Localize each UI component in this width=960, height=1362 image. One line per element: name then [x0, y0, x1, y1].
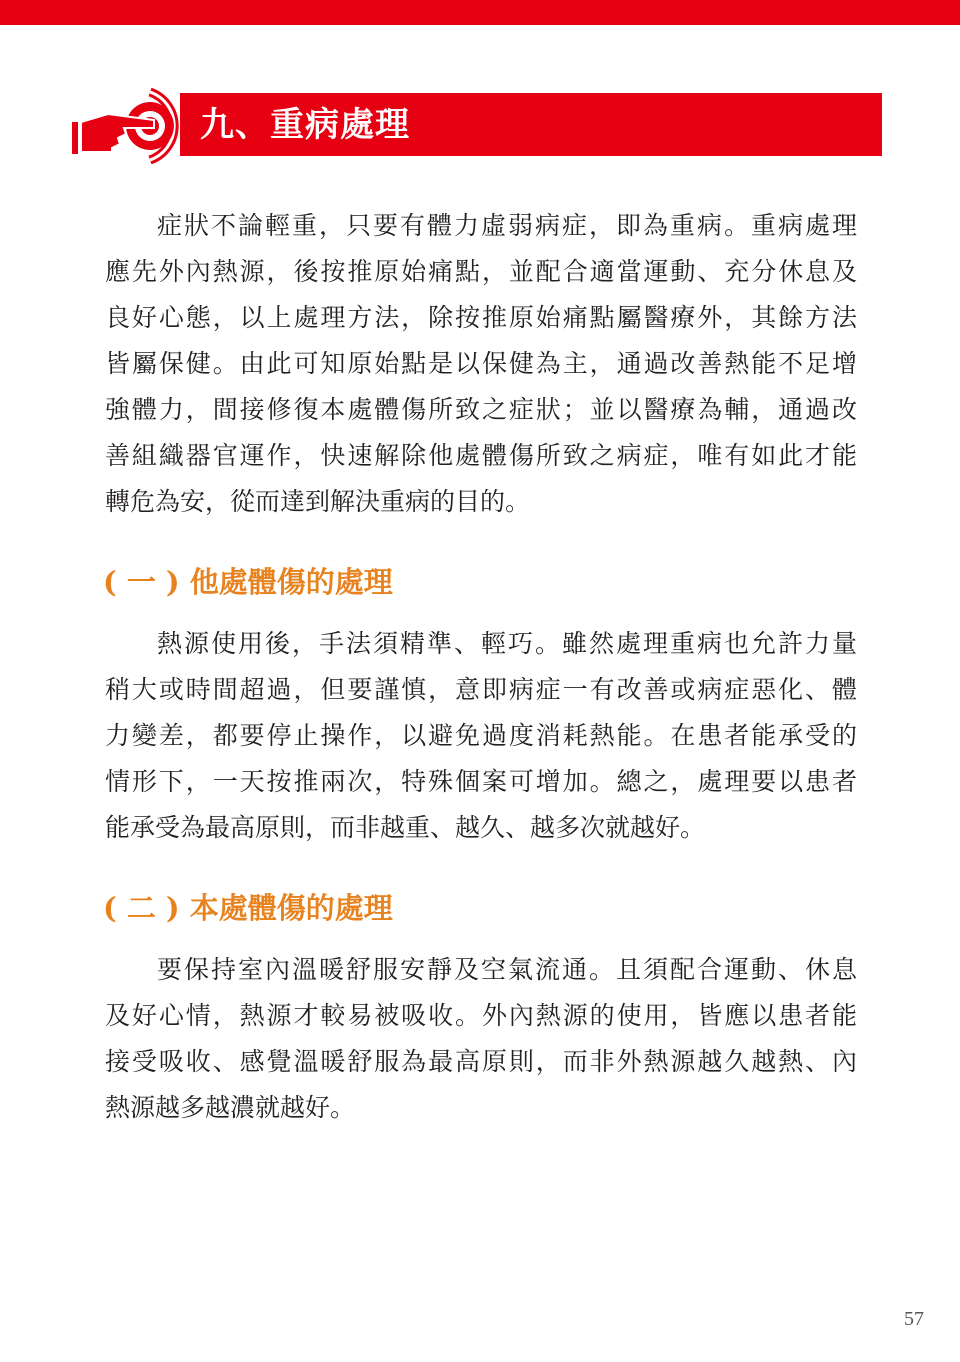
- text-line: 稍大或時間超過，但要謹慎，意即病症一有改善或病症惡化、體: [105, 675, 857, 704]
- section-heading-2: ( 二 ) 本處體傷的處理: [103, 891, 393, 925]
- text-line: 症狀不論輕重，只要有體力虛弱病症，即為重病。重病處理: [157, 211, 857, 240]
- text-line: 皆屬保健。由此可知原始點是以保健為主，通過改善熱能不足增: [105, 349, 857, 378]
- text-line: 接受吸收、感覺溫暖舒服為最高原則，而非外熱源越久越熱、內: [105, 1047, 857, 1076]
- text-line: 要保持室內溫暖舒服安靜及空氣流通。且須配合運動、休息: [157, 955, 857, 984]
- text-line: 應先外內熱源，後按推原始痛點，並配合適當運動、充分休息及: [105, 257, 857, 286]
- text-line: 強體力，間接修復本處體傷所致之症狀；並以醫療為輔，通過改: [105, 395, 857, 424]
- section-2-paragraph: [105, 947, 857, 1131]
- text-line: 轉危為安，從而達到解決重病的目的。: [105, 487, 531, 516]
- text-line: 良好心態，以上處理方法，除按推原始痛點屬醫療外，其餘方法: [105, 303, 857, 332]
- chapter-title: 九、重病處理: [200, 105, 410, 145]
- pointing-hand-target-icon: [68, 88, 198, 164]
- section-heading-1: ( 一 ) 他處體傷的處理: [103, 565, 393, 599]
- intro-paragraph: [105, 203, 857, 525]
- text-line: 熱源越多越濃就越好。: [105, 1093, 356, 1122]
- text-line: 力變差，都要停止操作，以避免過度消耗熱能。在患者能承受的: [105, 721, 857, 750]
- section-1-paragraph: [105, 621, 857, 851]
- text-line: 及好心情，熱源才較易被吸收。外內熱源的使用，皆應以患者能: [105, 1001, 857, 1030]
- page-number: 57: [904, 1308, 924, 1330]
- text-line: 善組織器官運作，快速解除他處體傷所致之病症，唯有如此才能: [105, 441, 857, 470]
- top-color-bar: [0, 0, 960, 25]
- text-line: 能承受為最高原則，而非越重、越久、越多次就越好。: [105, 813, 706, 842]
- text-line: 熱源使用後，手法須精準、輕巧。雖然處理重病也允許力量: [157, 629, 857, 658]
- text-line: 情形下，一天按推兩次，特殊個案可增加。總之，處理要以患者: [105, 767, 857, 796]
